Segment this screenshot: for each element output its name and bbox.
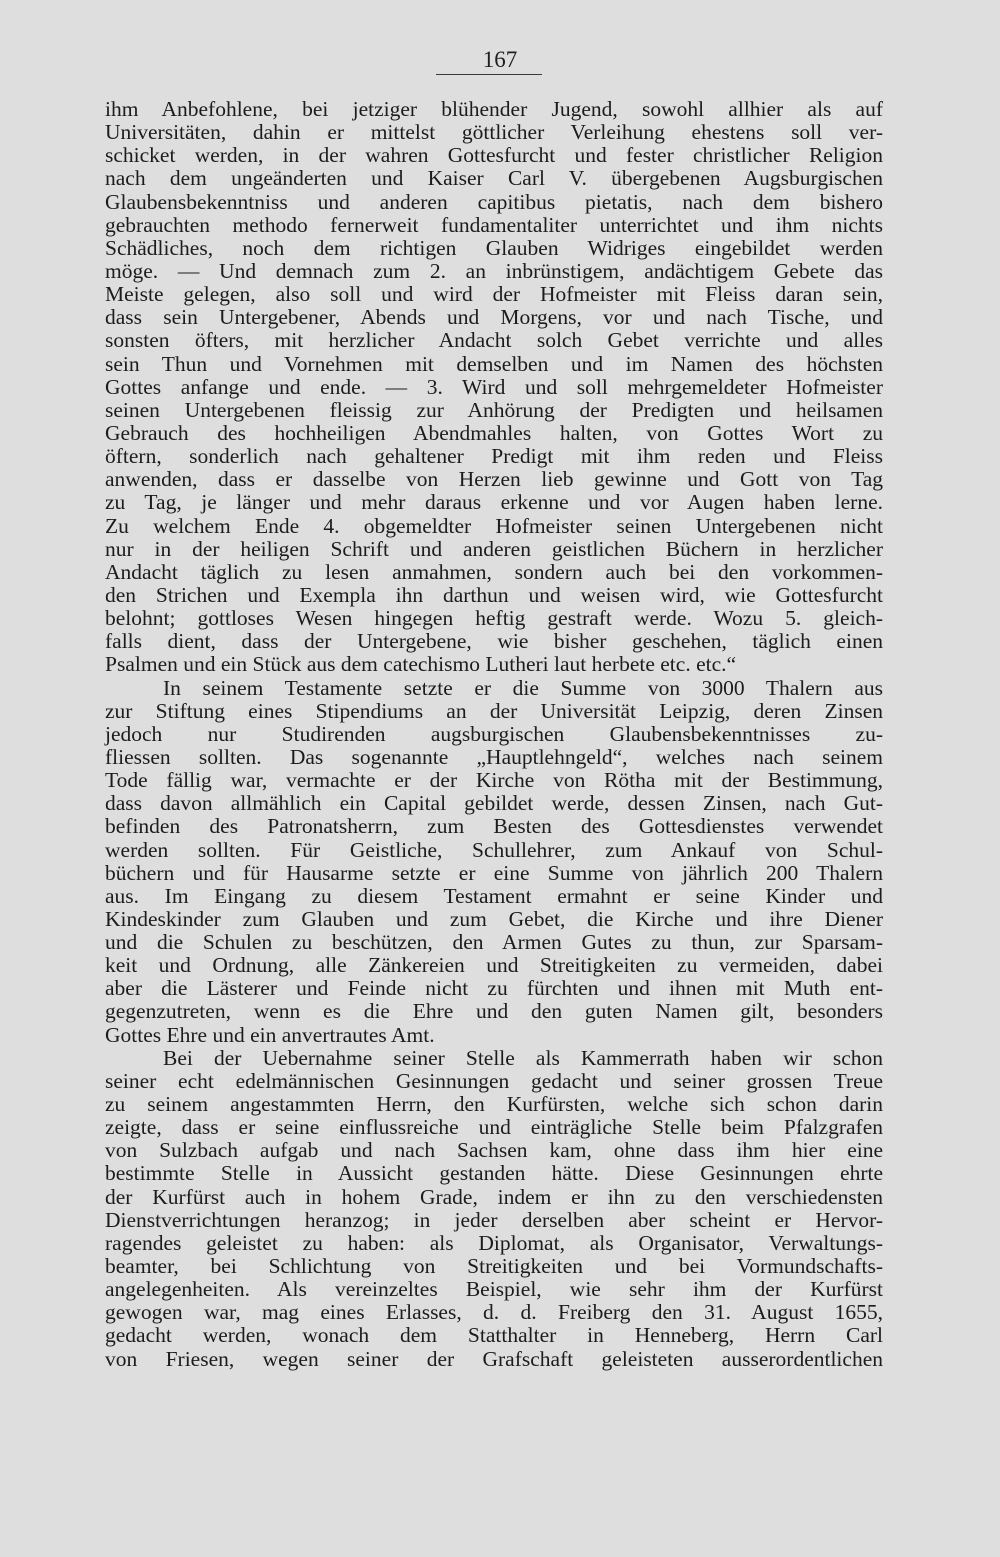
text-line: befinden des Patronatsherrn, zum Besten des Gottesdienstes verwendet — [105, 814, 883, 839]
text-line: möge. — Und demnach zum 2. an inbrünstigem, andächtigem Gebete das — [105, 258, 883, 283]
text-line: der Kurfürst auch in hohem Grade, indem er ihn zu den verschiedensten — [105, 1184, 883, 1209]
text-line: zu Tag, je länger und mehr daraus erkenne und vor Augen haben lerne. — [105, 490, 883, 515]
text-line: belohnt; gottloses Wesen hingegen heftig gestraft werde. Wozu 5. gleich- — [105, 606, 883, 631]
text-line: Dienstverrichtungen heranzog; in jeder derselben aber scheint er Hervor- — [105, 1207, 883, 1232]
text-line: zeigte, dass er seine einflussreiche und einträgliche Stelle beim Pfalzgrafen — [105, 1115, 883, 1140]
text-line: gebrauchten methodo fernerweit fundamentaliter unterrichtet und ihm nichts — [105, 212, 883, 237]
text-line: ragendes geleistet zu haben: als Diplomat, als Organisator, Verwaltungs- — [105, 1230, 883, 1255]
text-line: fliessen sollten. Das sogenannte „Hauptlehngeld“, welches nach seinem — [105, 744, 883, 769]
text-line: den Strichen und Exempla ihn darthun und weisen wird, wie Gottesfurcht — [105, 582, 883, 607]
text-line: gedacht werden, wonach dem Statthalter in Henneberg, Herrn Carl — [105, 1323, 883, 1348]
paragraph-end-line: Gottes Ehre und ein anvertrautes Amt. — [105, 1022, 435, 1047]
text-line: zu seinem angestammten Herrn, den Kurfürsten, welche sich schon darin — [105, 1092, 883, 1117]
text-line: keit und Ordnung, alle Zänkereien und Streitigkeiten zu vermeiden, dabei — [105, 953, 883, 978]
text-line: nach dem ungeänderten und Kaiser Carl V. übergebenen Augsburgischen — [105, 166, 883, 191]
text-line: Gebrauch des hochheiligen Abendmahles halten, von Gottes Wort zu — [105, 420, 883, 445]
text-line: beamter, bei Schlichtung von Streitigkeiten und bei Vormundschafts- — [105, 1254, 883, 1279]
text-line: Zu welchem Ende 4. obgemeldter Hofmeister seinen Untergebenen nicht — [105, 513, 883, 538]
page-number-rule — [436, 74, 542, 75]
text-line: von Sulzbach aufgab und nach Sachsen kam, ohne dass ihm hier eine — [105, 1138, 883, 1163]
text-line: falls dient, dass der Untergebene, wie bisher geschehen, täglich einen — [105, 629, 883, 654]
text-line: aus. Im Eingang zu diesem Testament ermahnt er seine Kinder und — [105, 883, 883, 908]
text-line: gegenzutreten, wenn es die Ehre und den guten Namen gilt, besonders — [105, 999, 883, 1024]
text-line: Tode fällig war, vermachte er der Kirche von Rötha mit der Bestimmung, — [105, 768, 883, 793]
text-line: Universitäten, dahin er mittelst göttlicher Verleihung ehestens soll ver- — [105, 120, 883, 145]
text-line: seiner echt edelmännischen Gesinnungen gedacht und seiner grossen Treue — [105, 1068, 883, 1093]
text-line: aber die Lästerer und Feinde nicht zu fürchten und ihnen mit Muth ent- — [105, 976, 883, 1001]
text-line: werden sollten. Für Geistliche, Schullehrer, zum Ankauf von Schul- — [105, 837, 883, 862]
text-line: von Friesen, wegen seiner der Grafschaft geleisteten ausserordentlichen — [105, 1346, 883, 1371]
text-line: Andacht täglich zu lesen anmahmen, sondern auch bei den vorkommen- — [105, 559, 883, 584]
text-line: sonsten öfters, mit herzlicher Andacht solch Gebet verrichte und alles — [105, 328, 883, 353]
text-line: anwenden, dass er dasselbe von Herzen lieb gewinne und Gott von Tag — [105, 467, 883, 492]
text-line: Kindeskinder zum Glauben und zum Gebet, die Kirche und ihre Diener — [105, 906, 883, 931]
paragraph-start-line: Bei der Uebernahme seiner Stelle als Kammerrath haben wir schon — [163, 1045, 883, 1070]
body-text — [105, 98, 883, 1371]
text-line: öftern, sonderlich nach gehaltener Predigt mit ihm reden und Fleiss — [105, 444, 883, 469]
text-line: dass davon allmählich ein Capital gebildet werde, dessen Zinsen, nach Gut- — [105, 791, 883, 816]
text-line: ihm Anbefohlene, bei jetziger blühender Jugend, sowohl allhier als auf — [105, 97, 883, 121]
text-line: Schädliches, noch dem richtigen Glauben Widriges eingebildet werden — [105, 235, 883, 260]
text-line: Gottes anfange und ende. — 3. Wird und soll mehrgemeldeter Hofmeister — [105, 374, 883, 399]
text-line: Glaubensbekenntniss und anderen capitibus pietatis, nach dem bishero — [105, 189, 883, 214]
text-line: gewogen war, mag eines Erlasses, d. d. Freiberg den 31. August 1655, — [105, 1300, 883, 1325]
paragraph-start-line: In seinem Testamente setzte er die Summe von 3000 Thalern aus — [163, 675, 883, 700]
text-line: seinen Untergebenen fleissig zur Anhörung der Predigten und heilsamen — [105, 397, 883, 422]
text-line: nur in der heiligen Schrift und anderen geistlichen Büchern in herzlicher — [105, 536, 883, 561]
text-line: angelegenheiten. Als vereinzeltes Beispiel, wie sehr ihm der Kurfürst — [105, 1277, 883, 1302]
text-line: Meiste gelegen, also soll und wird der Hofmeister mit Fleiss daran sein, — [105, 282, 883, 307]
page-number: 167 — [482, 47, 518, 72]
text-line: sein Thun und Vornehmen mit demselben und im Namen des höchsten — [105, 351, 883, 376]
text-line: schicket werden, in der wahren Gottesfurcht und fester christlicher Religion — [105, 143, 883, 168]
text-line: dass sein Untergebener, Abends und Morgens, vor und nach Tische, und — [105, 305, 883, 330]
text-line: zur Stiftung eines Stipendiums an der Universität Leipzig, deren Zinsen — [105, 698, 883, 723]
text-line: und die Schulen zu beschützen, den Armen Gutes zu thun, zur Sparsam- — [105, 930, 883, 955]
text-line: büchern und für Hausarme setzte er eine Summe von jährlich 200 Thalern — [105, 860, 883, 885]
text-line: jedoch nur Studirenden augsburgischen Glaubensbekenntnisses zu- — [105, 721, 883, 746]
paragraph-end-line: Psalmen und ein Stück aus dem catechismo Lutheri laut herbete etc. etc.“ — [105, 652, 737, 677]
text-line: bestimmte Stelle in Aussicht gestanden hätte. Diese Gesinnungen ehrte — [105, 1161, 883, 1186]
